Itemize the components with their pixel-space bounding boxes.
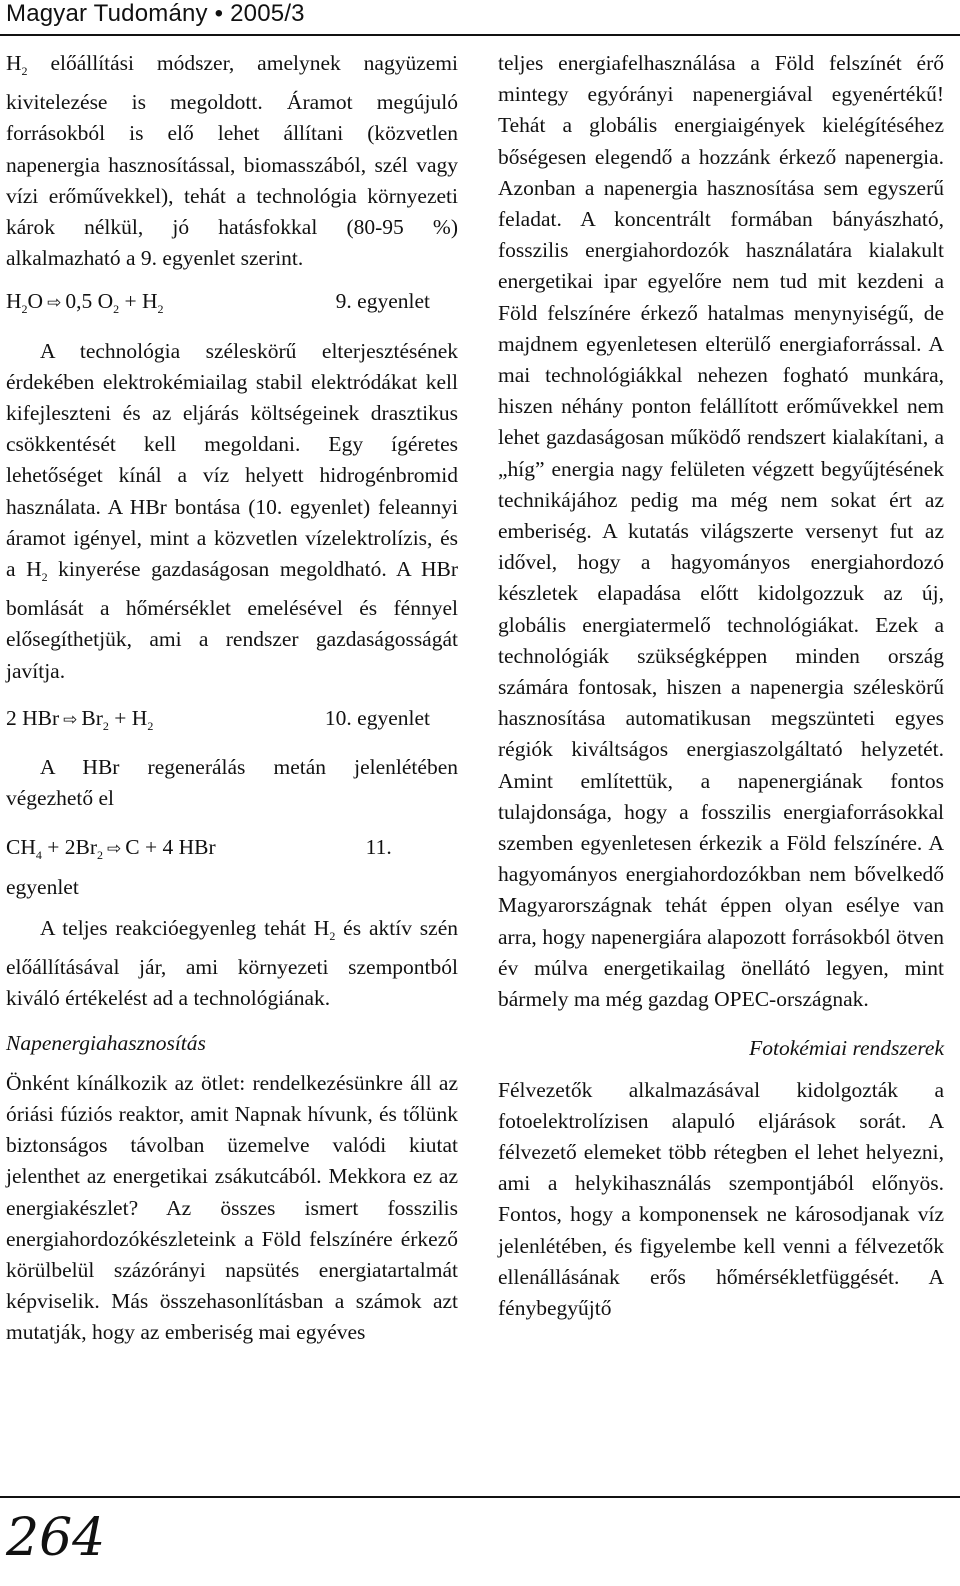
- issue-number: 2005/3: [230, 0, 305, 27]
- header-rule: [0, 34, 960, 36]
- equation-formula: $H_2O$ ⇨ 0,5 $O_2 + H_2$: [6, 289, 164, 317]
- page-number: 264: [6, 1508, 106, 1568]
- header-separator: •: [214, 0, 224, 27]
- arrow-icon: ⇨: [107, 839, 122, 860]
- paragraph: Önként kínálkozik az ötlet: rendelkezésünkre áll az óriási fúziós reaktor, amit Napnak hívunk, és tőlünk biztonságos távolban üzemelve valódi kiutat jelenthet az energetikai zsákutcából. Mekkora ez az energiakészlet? Az összes ismert fosszilis energiahordozókészleteink a Föld felszínére érkező körülbelül százórányi napsütés energiatartalmát képviselik. Más összehasonlításban a számok azt mutatják, hogy az emberiség mai egyéves: [6, 1070, 458, 1345]
- paragraph: teljes energiafelhasználása a Föld felszínét érő mintegy egyórányi napenergiával egyenértékű! Tehát a globális energiaigények kielégítéséhez bőségesen elegendő a hozzánk érkező napenergia. Azonban a napenergia hasznosítása sem egyszerű feladat. A koncentrált formában bányászható, fosszilis energiahordozók használatára kialakult energetikai ipar egyelőre nem tud mit kezdeni a Föld felszínére érkező hatalmas menynyiségű, de majdnem egyenletesen elterülő energiaforrással. A mai technológiákkal nehezen fogható munkára, hiszen néhány ponton felállított erőművekkel nem lehet gazdaságosan működő rendszert kialakítani, a „híg” energia nagy felületen végzett begyűjtésének technikájához pedig ma még nem sokat ért az emberiség. A kutatás világszerte versenyt fut az idővel, hogy a hagyományos energiahordozó készletek elapadása előtt kidolgozzuk az új, globális energiatermelő technológiákat. Ezek a technológiák szükségképpen minden ország számára fontosak, hiszen a napenergia széleskörű hasznosítása automatikusan megszünteti egyes régiók kiváltságos energiaszolgáltató helyzetét. Amint említettük, a napenergiának fontos tulajdonsága, hogy a fosszilis energiaforrásokkal szemben egyenletesen érkezik a Föld felszínére. A hagyományos energiahordozókban nem bővelkedő Magyarországnak tehát éppen olyan esélye van arra, hogy napenergiára alapozott forrásokból ötven év múlva energetikailag önellátó legyen, mint bármely ma még gazdag OPEC-országnak.: [498, 51, 944, 1012]
- paragraph: A technológia széleskörű elterjesztésének érdekében elektrokémiailag stabil elektródákat kell kifejleszteni és az eljárás költségeinek drasztikus csökkentését kell megoldani. Egy ígéretes lehetőséget kínál a víz helyett hidrogénbromid használata. A HBr bontása (10. egyenlet) feleannyi áramot igényel, mint a közvetlen vízelektrolízis, és a $H_2$ kinyerése gazdaságosan megoldható. A HBr bomlását a hőmérséklet emelésével és fénnyel elősegíthetjük, ami a rendszer gazdaságosságát javítja.: [6, 338, 458, 683]
- equation-label: 9. egyenlet: [335, 289, 430, 314]
- formula-h2: $H_2$: [6, 51, 28, 78]
- paragraph: $H_2$ előállítási módszer, amelynek nagyüzemi kivitelezése is megoldott. Áramot megújuló forrásokból is elő lehet állítani (közvetlen napenergia hasznosítással, biomasszából, szél vagy vízi erőművekkel), tehát a technológia környezeti károk nélkül, jó hatásfokkal (80-95 %) alkalmazható a 9. egyenlet szerint.: [6, 51, 458, 271]
- paragraph: A teljes reakcióegyenleg tehát $H_2$ és aktív szén előállításával jár, ami környezeti szempontból kiváló értékelést ad a technológiának.: [6, 915, 459, 1011]
- equation-11: [6, 832, 458, 902]
- running-header: [6, 0, 305, 28]
- arrow-icon: ⇨: [63, 709, 78, 730]
- equation-label: 11. egyenlet: [6, 835, 392, 899]
- equation-9: [6, 286, 458, 325]
- paragraph: A HBr regenerálás metán jelenlétében végezhető el: [6, 755, 458, 811]
- paragraph: Félvezetők alkalmazásával kidolgozták a fotoelektrolízisen alapuló eljárások sorát. A félvezető elemeket több rétegben el lehet helyezni, ami a helykihasználás szempontjából előnyös. Fontos, hogy a komponensek ne károsodjanak víz jelenlétében, és figyelembe kell venni a félvezetők ellenállásának erős hőmérsékletfüggését. A fénybegyűjtő: [498, 1077, 944, 1320]
- section-heading: Napenergiahasznosítás: [6, 1031, 206, 1056]
- right-column: [498, 48, 944, 1324]
- equation-formula: $CH_4 + 2Br_2$ ⇨ C + 4 HBr: [6, 835, 216, 863]
- equation-formula: 2 HBr ⇨ $Br_2 + H_2$: [6, 705, 154, 733]
- footer-rule: [0, 1496, 960, 1498]
- left-column: [6, 48, 458, 1349]
- section-heading: Fotokémiai rendszerek: [749, 1036, 944, 1061]
- arrow-icon: ⇨: [47, 293, 62, 314]
- journal-title: Magyar Tudomány: [6, 0, 208, 27]
- equation-label: 10. egyenlet: [324, 705, 430, 730]
- equation-10: [6, 703, 458, 742]
